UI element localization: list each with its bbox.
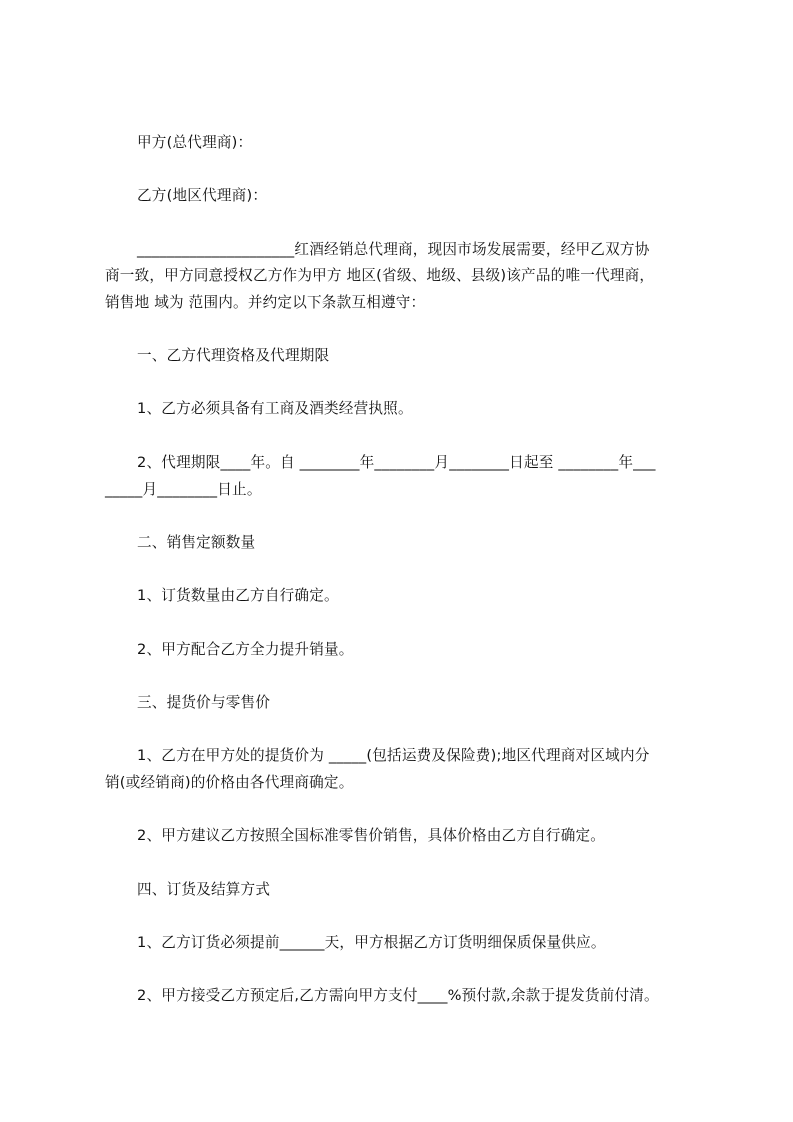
party-b-line: 乙方(地区代理商)：: [137, 187, 268, 204]
section-1-heading: 一、乙方代理资格及代理期限: [137, 347, 330, 364]
section-4-item-2: 2、甲方接受乙方预定后,乙方需向甲方支付____%预付款,余款于提发货前付清。: [137, 987, 659, 1004]
preamble-line-1: _____________________红酒经销总代理商，现因市场发展需要，经甲乙双方协: [137, 241, 650, 258]
preamble-line-3: 销售地 域为 范围内。并约定以下条款互相遵守：: [105, 294, 426, 311]
section-3-item-2: 2、甲方建议乙方按照全国标准零售价销售，具体价格由乙方自行确定。: [137, 827, 606, 844]
party-a-line: 甲方(总代理商)：: [137, 134, 253, 151]
preamble-line-2: 商一致，甲方同意授权乙方作为甲方 地区(省级、地级、县级)该产品的唯一代理商，: [105, 267, 655, 284]
section-2-item-1: 1、订货数量由乙方自行确定。: [137, 587, 339, 604]
section-1-item-2-line-2: _____月________日止。: [105, 481, 262, 498]
section-2-heading: 二、销售定额数量: [137, 534, 256, 551]
section-4-item-1: 1、乙方订货必须提前______天，甲方根据乙方订货明细保质保量供应。: [137, 934, 606, 951]
section-4-heading: 四、订货及结算方式: [137, 881, 271, 898]
section-1-item-1: 1、乙方必须具备有工商及酒类经营执照。: [137, 400, 413, 417]
section-2-item-2: 2、甲方配合乙方全力提升销量。: [137, 641, 354, 658]
section-3-item-1-line-1: 1、乙方在甲方处的提货价为 _____(包括运费及保险费);地区代理商对区域内分: [137, 747, 650, 764]
section-1-item-2-line-1: 2、代理期限____年。自 ________年________月________日起至 ________年___: [137, 454, 656, 471]
section-3-heading: 三、提货价与零售价: [137, 694, 271, 711]
section-3-item-1-line-2: 销(或经销商)的价格由各代理商确定。: [105, 774, 354, 791]
